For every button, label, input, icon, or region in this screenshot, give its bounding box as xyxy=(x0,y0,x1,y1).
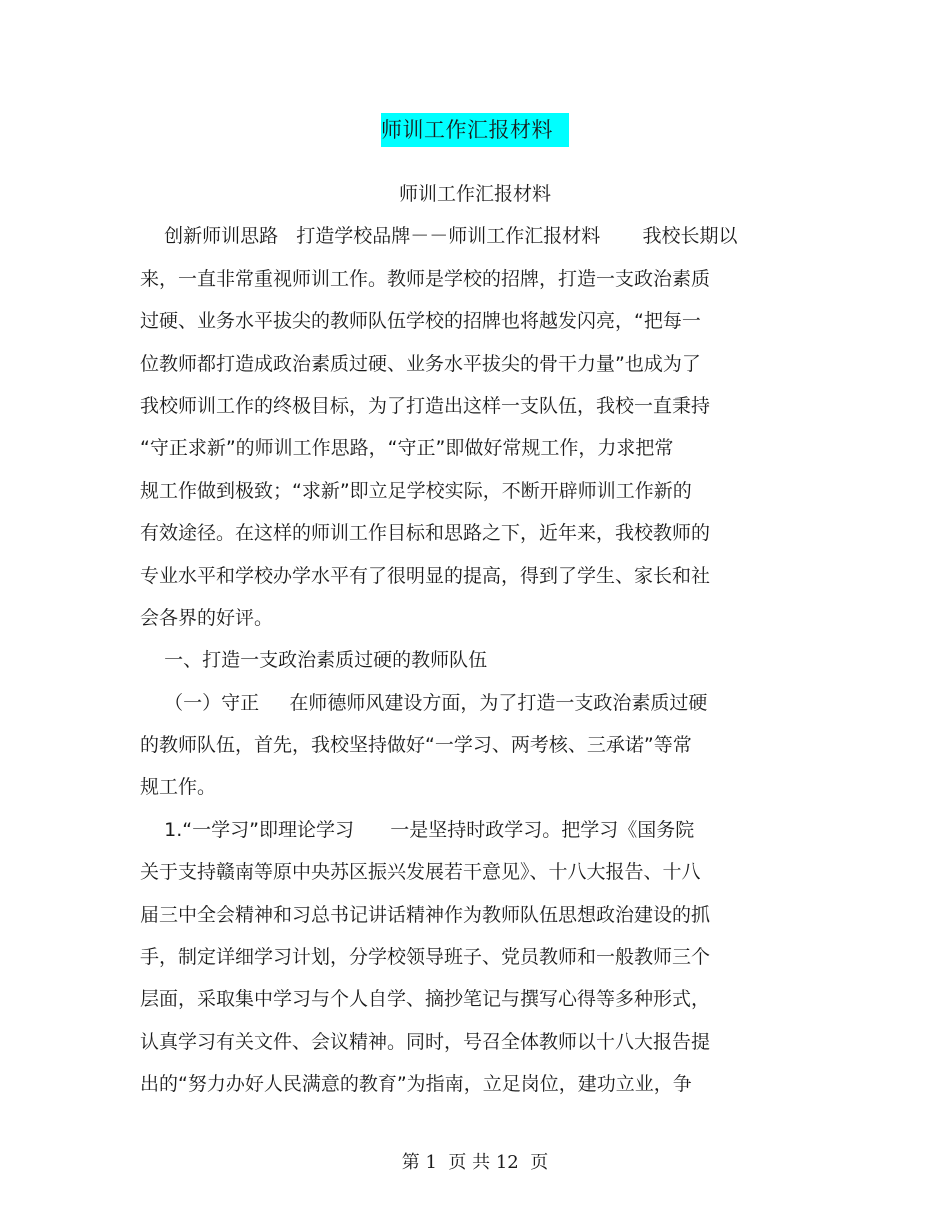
paragraph-line: 1.“一学习”即理论学习 一是坚持时政学习。把学习《国务院 xyxy=(140,818,695,841)
paragraph-line: 层面，采取集中学习与个人自学、摘抄笔记与撰写心得等多种形式， xyxy=(140,988,711,1011)
paragraph-line: 关于支持赣南等原中央苏区振兴发展若干意见》、十八大报告、十八 xyxy=(140,861,701,884)
paragraph-line: 我校师训工作的终极目标，为了打造出这样一支队伍，我校一直秉持 xyxy=(140,394,711,417)
paragraph-line: 规工作。 xyxy=(140,776,217,799)
paragraph-line: （一）守正 在师德师风建设方面，为了打造一支政治素质过硬 xyxy=(140,691,708,714)
paragraph-line: 来，一直非常重视师训工作。教师是学校的招牌，打造一支政治素质 xyxy=(140,267,711,290)
paragraph-line: 有效途径。在这样的师训工作目标和思路之下，近年来，我校教师的 xyxy=(140,522,711,545)
document-title: 师训工作汇报材料 xyxy=(381,113,569,147)
paragraph-line: 专业水平和学校办学水平有了很明显的提高，得到了学生、家长和社 xyxy=(140,564,711,587)
paragraph-line: 出的“努力办好人民满意的教育”为指南，立足岗位，建功立业，争 xyxy=(140,1073,692,1096)
paragraph-line: 会各界的好评。 xyxy=(140,606,274,629)
paragraph-line: “守正求新”的师训工作思路，“守正”即做好常规工作，力求把常 xyxy=(140,437,674,460)
paragraph-line: 位教师都打造成政治素质过硬、业务水平拔尖的骨干力量”也成为了 xyxy=(140,352,701,375)
paragraph-line: 手，制定详细学习计划，分学校领导班子、党员教师和一般教师三个 xyxy=(140,946,711,969)
document-body xyxy=(140,173,820,1106)
title-container xyxy=(0,113,950,147)
paragraph-line: 创新师训思路 打造学校品牌－－师训工作汇报材料 我校长期以 xyxy=(140,225,738,248)
paragraph-line: 认真学习有关文件、会议精神。同时，号召全体教师以十八大报告提 xyxy=(140,1030,711,1053)
paragraph-line: 届三中全会精神和习总书记讲话精神作为教师队伍思想政治建设的抓 xyxy=(140,903,711,926)
paragraph-line: 规工作做到极致；“求新”即立足学校实际，不断开辟师训工作新的 xyxy=(140,479,692,502)
page-number-footer: 第 1 页 共 12 页 xyxy=(401,1152,549,1173)
section-heading: 一、打造一支政治素质过硬的教师队伍 xyxy=(140,649,488,672)
paragraph-line: 过硬、业务水平拔尖的教师队伍学校的招牌也将越发闪亮，“把每一 xyxy=(140,310,701,333)
subtitle-line: 师训工作汇报材料 xyxy=(398,183,551,205)
paragraph-line: 的教师队伍，首先，我校坚持做好“一学习、两考核、三承诺”等常 xyxy=(140,734,692,757)
